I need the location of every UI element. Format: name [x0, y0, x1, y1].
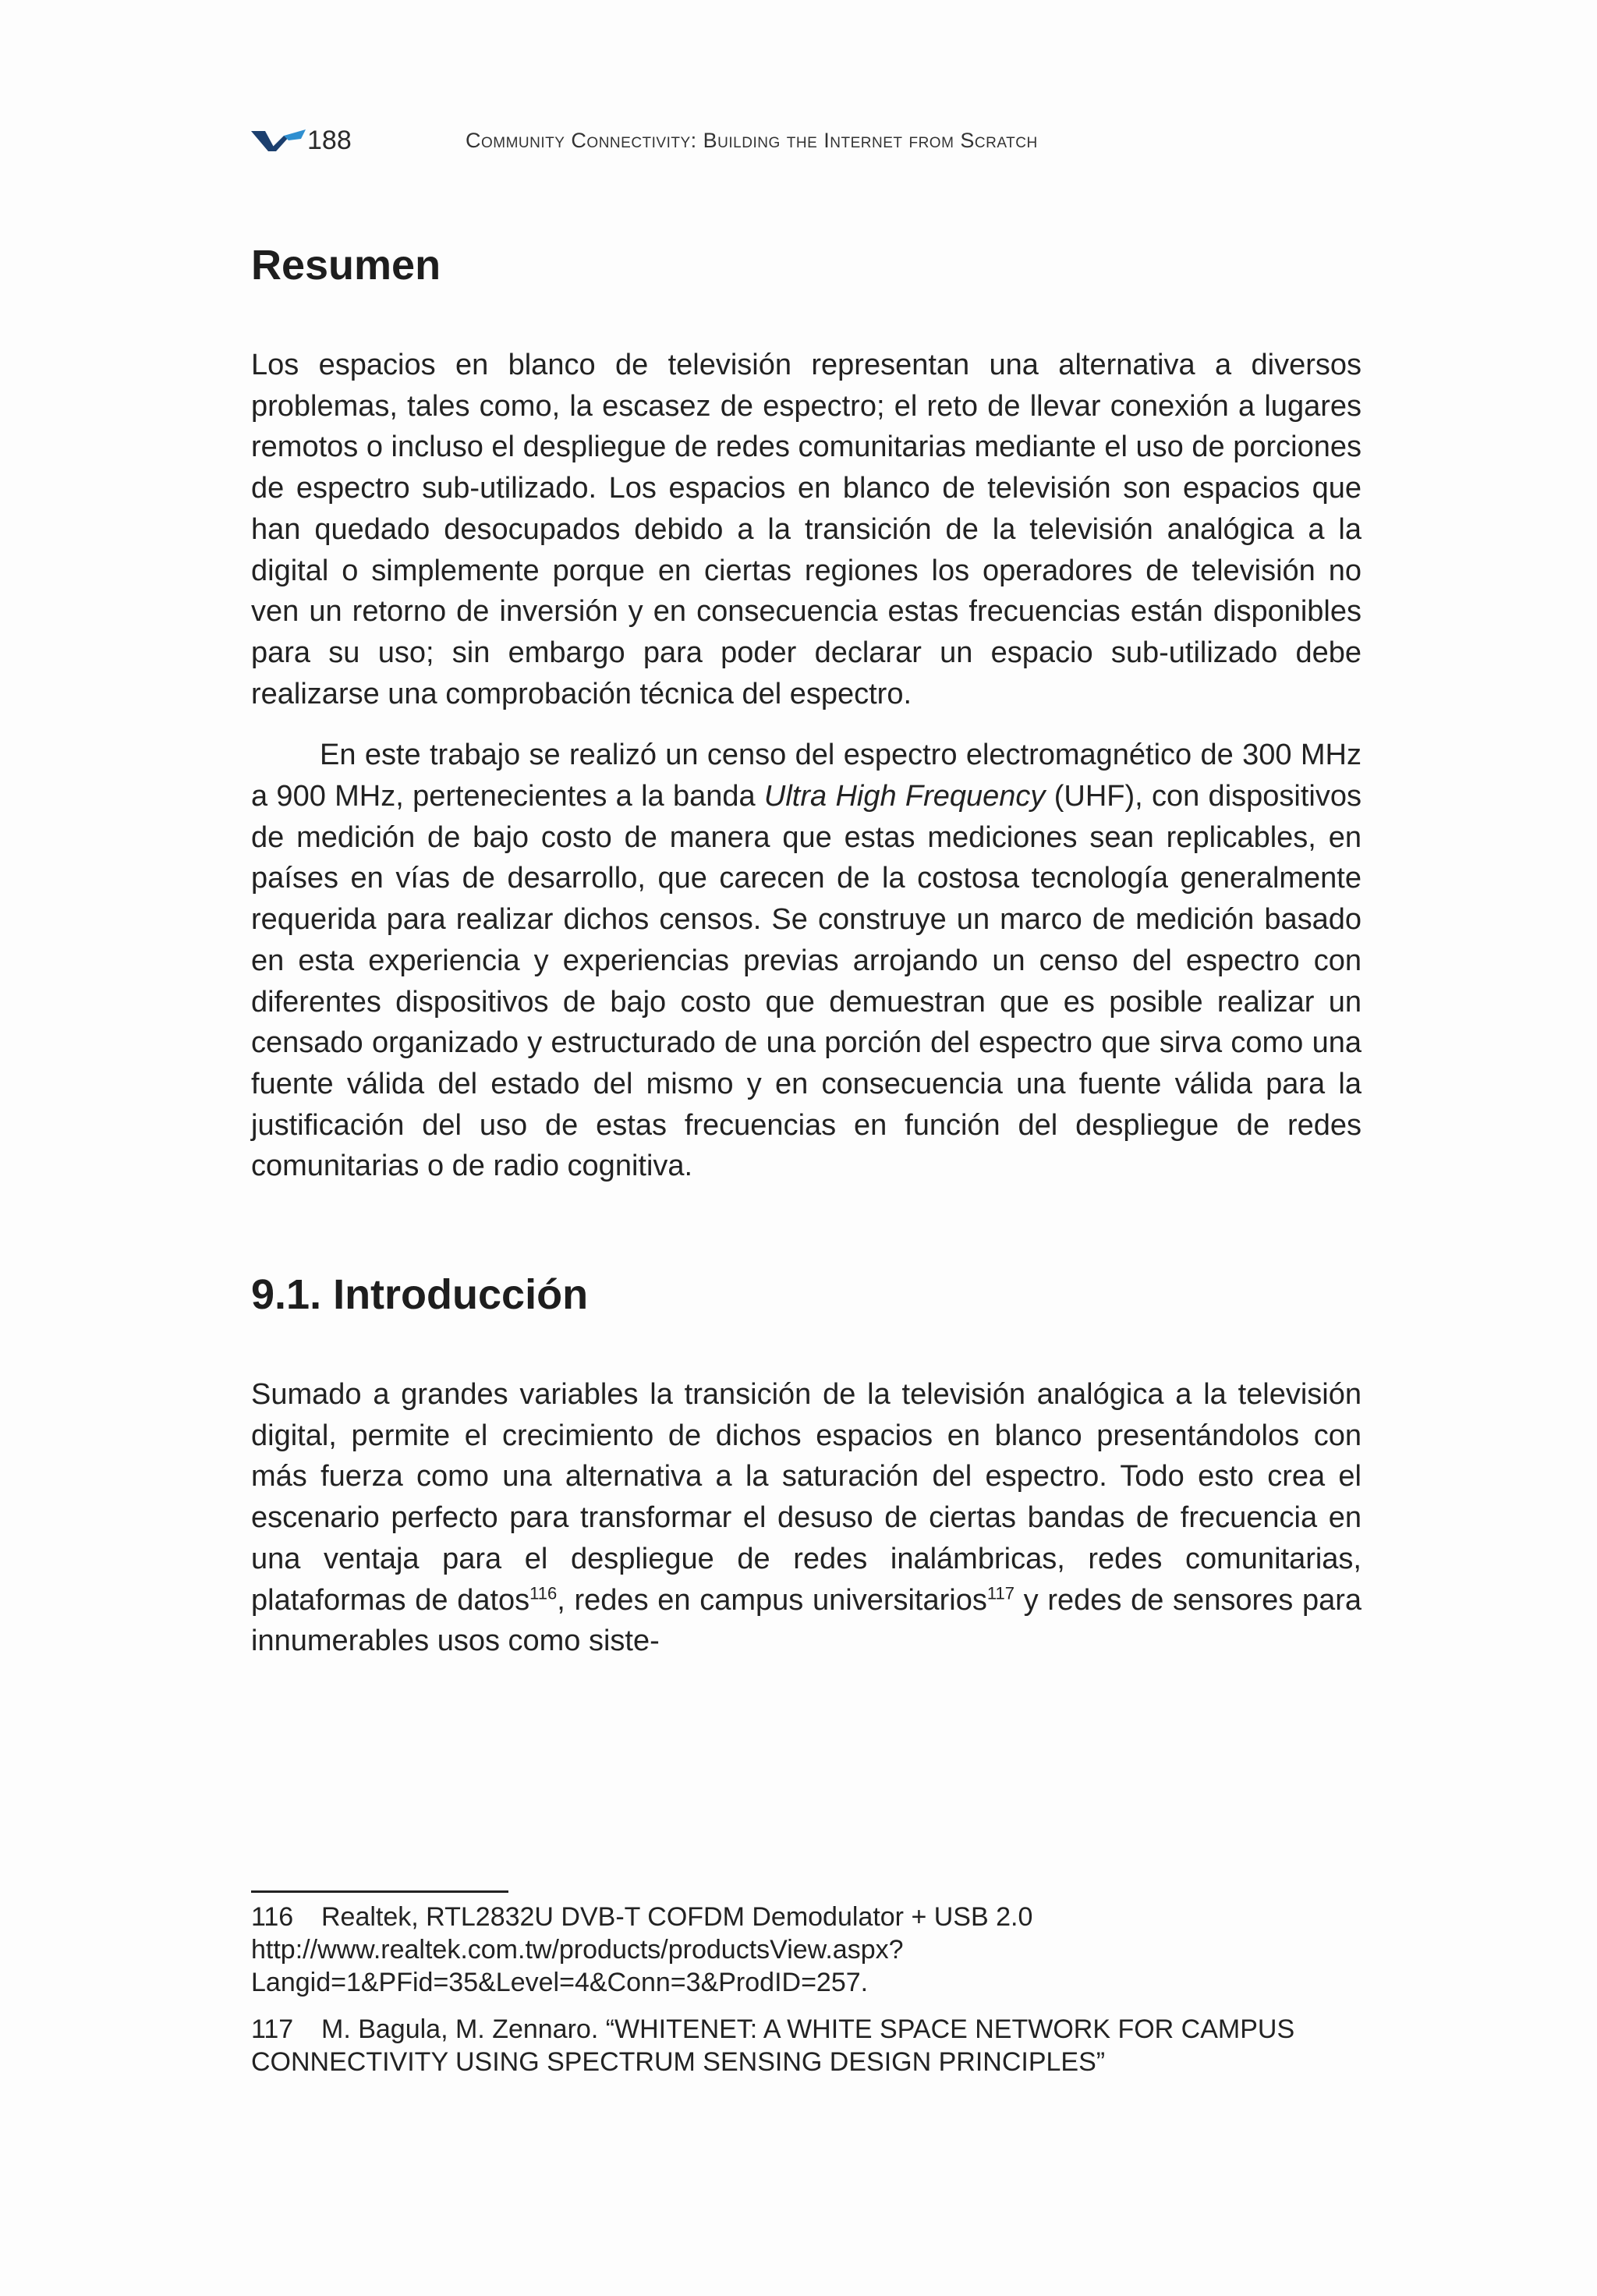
footnote-ref-117[interactable]: 117 — [986, 1582, 1015, 1603]
page-content — [251, 234, 1362, 1662]
footnote-divider — [251, 1890, 508, 1893]
resumen-p2-text-before: En este trabajo se realizó un censo del espectro electromagnético de 300 MHz a 900 MHz, pertenecientes a la banda — [251, 739, 1362, 813]
intro-text-part-3: y redes de sensores para innumerables usos como siste- — [251, 1583, 1362, 1658]
footnotes — [251, 1890, 1362, 2092]
footnote-number: 117 — [251, 2014, 294, 2044]
footnote-number: 116 — [251, 1902, 294, 1932]
footnote-117 — [251, 2013, 1362, 2078]
page-header — [251, 122, 1374, 159]
page-number: 188 — [307, 126, 352, 155]
publisher-logo-icon — [251, 128, 306, 154]
resumen-heading: Resumen — [251, 242, 441, 289]
resumen-p2-text-after: (UHF), con dispositivos de medición de bajo costo de manera que estas mediciones sean replicables, en países en vías de desarrollo, que carecen de la costosa tecnología generalmente requerida para realizar dichos censos. Se construye un marco de medición basado en esta experiencia y experiencias previas arrojando un censo del espectro con diferentes dispositivos de bajo costo que demuestran que es posible realizar un censado organizado y estructurado de una porción del espectro que sirva como una fuente válida del estado del mismo y en consecuencia una fuente válida para la justificación del uso de estas frecuencias en función del despliegue de redes comunitarias o de radio cognitiva. — [251, 780, 1362, 1183]
intro-text-part-2: , redes en campus universitarios — [557, 1583, 987, 1617]
footnote-116 — [251, 1901, 1362, 1999]
footnote-text: M. Bagula, M. Zennaro. “WHITENET: A WHITE SPACE NETWORK FOR CAMPUS CONNECTIVITY USING SPECTRUM SENSING DESIGN PRINCIPLES” — [251, 2014, 1295, 2077]
running-title: Community Connectivity: Building the Internet from Scratch — [466, 129, 1038, 152]
intro-text-part-1: Sumado a grandes variables la transición de la televisión analógica a la televisión digital, permite el crecimiento de dichos espacios en blanco presentándolos con más fuerza como una alternativa a la saturación del espectro. Todo esto crea el escenario perfecto para transformar el desuso de ciertas bandas de frecuencia en una ventaja para el despliegue de redes inalámbricas, redes comunitarias, plataformas de datos — [251, 1378, 1362, 1617]
resumen-p2-italic-term: Ultra High Frequency — [763, 780, 1046, 813]
intro-heading: 9.1. Introducción — [251, 1271, 589, 1319]
logo-light-wing — [284, 129, 306, 140]
resumen-paragraph-1: Los espacios en blanco de televisión representan una alternativa a diversos problemas, tales como, la escasez de espectro; el reto de llevar conexión a lugares remotos o incluso el despliegue de redes comunitarias mediante el uso de porciones de espectro sub-utilizado. Los espacios en blanco de televisión son espacios que han quedado desocupados debido a la transición de la televisión analógica a la digital o simplemente porque en ciertas regiones los operadores de televisión no ven un retorno de inversión y en consecuencia estas frecuencias están disponibles para su uso; sin embargo para poder declarar un espacio sub-utilizado debe realizarse una comprobación técnica del espectro. — [251, 349, 1362, 710]
resumen-paragraph-2 — [251, 735, 1362, 1187]
footnote-ref-116[interactable]: 116 — [529, 1582, 558, 1603]
intro-paragraph — [251, 1374, 1362, 1662]
footnote-text: Realtek, RTL2832U DVB-T COFDM Demodulator + USB 2.0 http://www.realtek.com.tw/products/productsView.aspx?Langid=1&PFid=35&Level=4&Conn=3&ProdID=257. — [251, 1902, 1033, 1997]
